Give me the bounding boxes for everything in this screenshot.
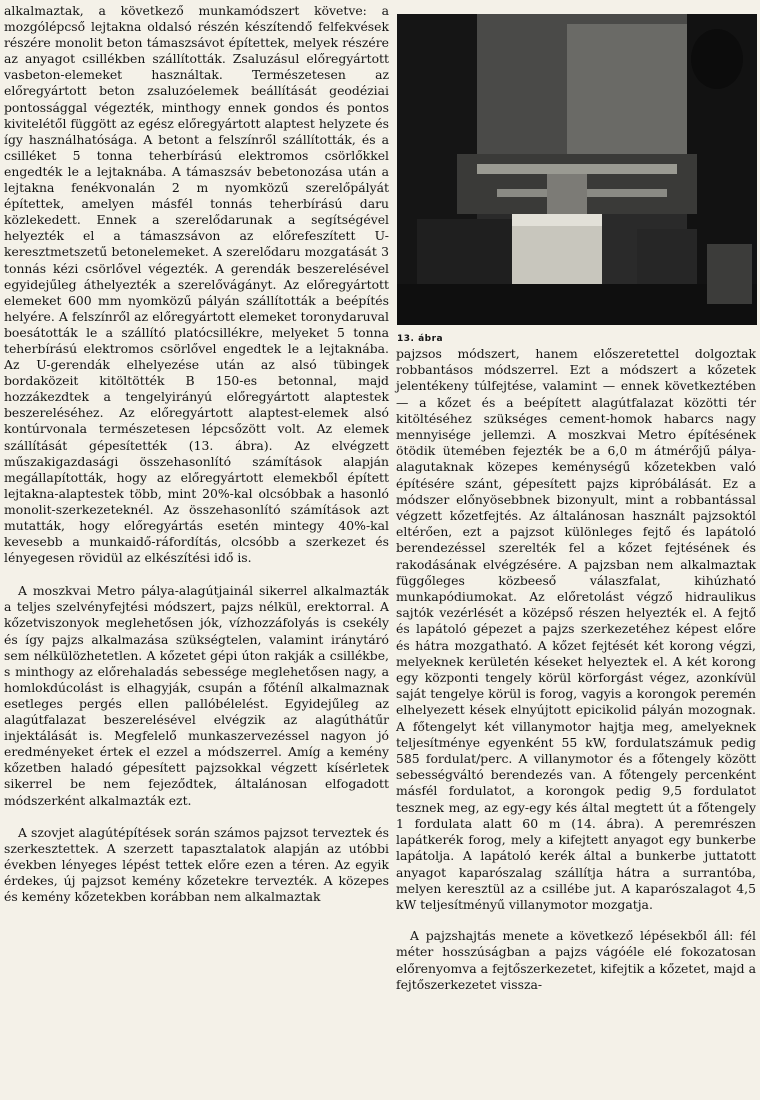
figure-photo — [397, 14, 757, 325]
left-column — [4, 3, 389, 905]
paragraph: A pajzshajtás menete a következő lépésekből áll: fél méter hosszúságban a pajzs vágóéle elé fokozatosan előrenyomva a fejtőszerkezetet, kifejtik a kőzetet, majd a fejtőszerkezetet vissza- — [396, 928, 756, 992]
figure-caption: 13. ábra — [397, 334, 444, 344]
paragraph: A moszkvai Metro pálya-alagútjainál sikerrel alkalmazták a teljes szelvényfejtési módszert, pajzs nélkül, erektorral. A kőzetviszonyok meglehetősen jók, vízhozzáfolyás is csekély és így pajzs alkalmazása szükségtelen, valamint iránytáró sem nélkülözhetetlen. A kőzetet gépi úton rakják a csillékbe, s minthogy az előrehaladás sebessége meglehetősen nagy, a homlokdúcolást is elhagyják, csupán a főténíl alkalmaznak esetleges pergés ellen pallóbélelést. Egyidejűleg az alagútfalazat beszerelésével elvégzik az alagúthátűr injektálását is. Megfelelő munkaszervezéssel nagyon jó eredményeket értek el ezzel a módszerrel. Amíg a kemény kőzetben haladó gépesített pajzsokkal végzett kísérletek sikerrel be nem fejeződtek, általánosan elfogadott módszerként alkalmazták ezt. — [4, 583, 389, 808]
paragraph: A szovjet alagútépítések során számos pajzsot terveztek és szerkesztettek. A szerzett tapasztalatok alapján az utóbbi években lényeges lépést tettek előre ezen a téren. Az egyik érdekes, új pajzsot kemény kőzetekre tervezték. A közepes és kemény kőzetekben korábban nem alkalmaztak — [4, 824, 389, 904]
figure-13 — [397, 14, 757, 325]
paragraph: alkalmaztak, a következő munkamódszert követve: a mozgólépcső lejtakna oldalsó részén készítendő felfekvések részére monolit beton támaszsávot építettek, melyek részére az anyagot csillékben szállították. Zsaluzásul előregyártott vasbeton-elemeket használtak. Természetesen az előregyártott beton zsaluzóelemek beállítását geodéziai pontossággal végezték, minthogy ennek gondos és pontos kivitelétől függött az egész előregyártott alaptest helyzete és így használhatósága. A betont a felszínről szállították, és a csilléket 5 tonna teherbírású elektromos csörlőkkel engedték le a lejtaknába. A támaszsáv bebetonozása után a lejtakna fenékvonalán 2 m nyomközű szerelőpályát építettek, amelyen másfél tonnás teherbírású daru közlekedett. Ennek a szerelődarunak a segítségével helyezték el a támaszsávon az előrefeszített U-keresztmetszetű betonelemeket. A szerelődaru mozgatását 3 tonnás kézi csörlővel végezték. A gerendák beszerelésével egyidejűleg áthelyezték a szerelővágányt. Az előregyártott elemeket 600 mm nyomközű pályán szállították a beépítés helyére. A felszínről az előregyártott elemeket toronydaruval boesátották le a szállító platócsillékre, melyeket 5 tonna teherbírású elektromos csörlővel engedtek le a lejtaknába. Az U-gerendák elhelyezése után az alsó tübingek bordaközeit kitöltötték B 150-es betonnal, majd hozzákezdtek a tengelyirányú előregyártott alaptestek beszereléséhez. Az előregyártott alaptest-elemek alsó kontúrvonala természetesen lépcsőzött volt. Az elemek szállítását gépesítették (13. ábra). Az elvégzett műszakigazdasági összehasonlító számítások alapján megállapították, hogy az előregyártott elemekből épített lejtakna-alaptestek több, mint 20%-kal olcsóbbak a hasonló monolit-szerkezeteknél. Az összehasonlító számítások azt mutatták, hogy előregyártás esetén mintegy 40%-kal kevesebb a munkaidő-ráfordítás, olcsóbb a szerkezet és lényegesen rövidül az elkészítési idő is. — [4, 3, 389, 566]
paragraph: pajzsos módszert, hanem előszeretettel dolgoztak robbantásos módszerrel. Ezt a módszert a kőzetek jelentékeny túlfejtése, valamint — ennek következtében — a kőzet és a beépített alagútfalazat közötti tér kitöltéséhez szükséges cement-homok habarcs nagy mennyisége jellemzi. A moszkvai Metro építésének ötödik ütemében fejezték be a 6,0 m átmérőjű pálya-alagutaknak közepes keménységű kőzetekben való építésére szánt, gépesített pajzs kipróbálását. Ez a módszer előnyösebbnek bizonyult, mint a robbantással végzett kőzetfejtés. Az általánosan használt pajzsoktól eltérően, ezt a pajzsot különleges fejtő és lapátoló berendezéssel szerelték fel a kőzet fejtésének és rakodásának elvégzésére. A pajzsban nem alkalmaztak függőleges közbeeső válaszfalat, kihúzható munkapódiumokat. Az előretolást végző hidraulikus sajtók vezérlését a középső részen helyezték el. A fejtő és lapátoló gépezet a pajzs szerkezetéhez képest előre és hátra mozgatható. A kőzet fejtését két korong végzi, melyeknek kerületén késeket helyeztek el. A két korong egy központi tengely körül körforgást végez, azonkívül saját tengelye körül is forog, vagyis a korongok peremén elhelyezett kések elnyújtott epicikolid pályán mozognak. A főtengelyt két villanymotor hajtja meg, amelyeknek teljesítménye egyenként 55 kW, fordulatszámuk pedig 585 fordulat/perc. A villanymotor és a főtengely között sebességváltó berendezés van. A főtengely percenként másfél fordulatot, a korongok pedig 9,5 fordulatot tesznek meg, az egy-egy kés által megtett út a főtengely 1 fordulata alatt 60 m (14. ábra). A peremrészen lapátkerék forog, mely a kifejtett anyagot egy bunkerbe lapátolja. A lapátoló kerék által a bunkerbe juttatott anyagot kaparószalag szállítja hátra a surrantóba, melyen keresztül az a csillébe jut. A kaparószalagot 4,5 kW teljesítményű villanymotor mozgatja. — [396, 346, 756, 912]
right-column — [396, 346, 756, 993]
